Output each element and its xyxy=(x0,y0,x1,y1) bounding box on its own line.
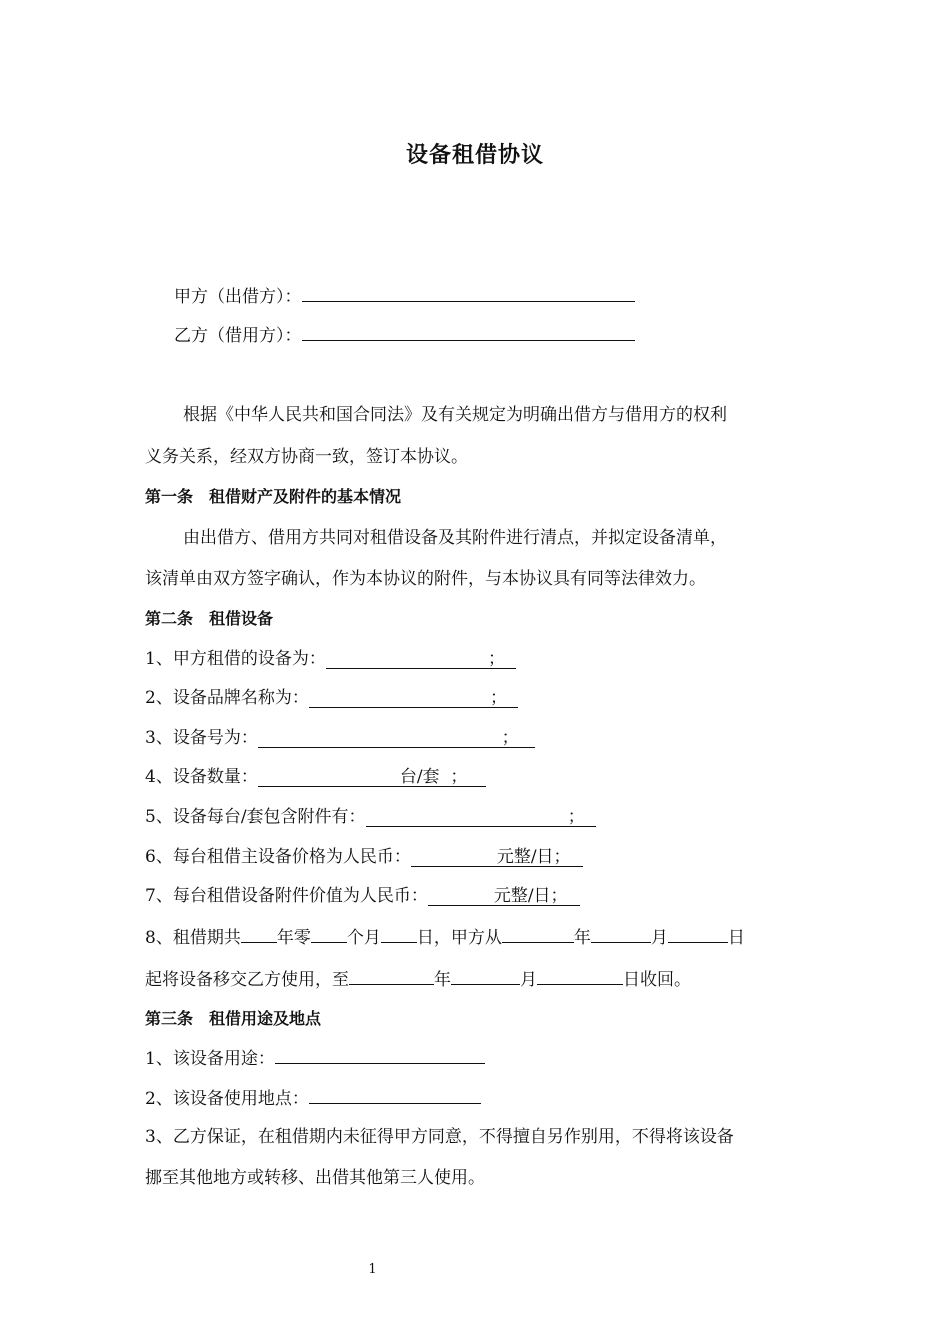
intro-line-1: 根据《中华人民共和国合同法》及有关规定为明确出借方与借用方的权利 xyxy=(183,405,727,425)
return-year-field[interactable] xyxy=(349,967,434,985)
article3-item-3-line-1: 3、乙方保证，在租借期内未征得甲方同意，不得擅自另作别用，不得将该设备 xyxy=(145,1127,734,1147)
device-name-field[interactable]: ； xyxy=(326,650,516,669)
article2-item-1: 1、甲方租借的设备为： ； xyxy=(145,648,516,670)
lease-days-field[interactable] xyxy=(381,925,417,943)
brand-name-field[interactable]: ； xyxy=(309,689,518,708)
article2-item-7: 7、每台租借设备附件价值为人民币： 元整/日； xyxy=(145,885,580,907)
main-device-price-field[interactable]: 元整/日； xyxy=(411,848,583,867)
start-day-field[interactable] xyxy=(668,925,728,943)
device-number-field[interactable]: ； xyxy=(258,729,535,748)
article2-item-3: 3、设备号为： ； xyxy=(145,727,535,749)
start-month-field[interactable] xyxy=(591,925,651,943)
article3-item-1: 1、该设备用途： xyxy=(145,1046,485,1070)
party-b-field[interactable] xyxy=(302,323,635,341)
return-month-field[interactable] xyxy=(451,967,520,985)
article3-item-3-line-2: 挪至其他地方或转移、出借其他第三人使用。 xyxy=(145,1168,485,1188)
lease-years-field[interactable] xyxy=(241,925,277,943)
party-a-label: 甲方（出借方）： xyxy=(174,287,302,307)
usage-field[interactable] xyxy=(275,1046,485,1064)
start-year-field[interactable] xyxy=(502,925,574,943)
article1-line-1: 由出借方、借用方共同对租借设备及其附件进行清点，并拟定设备清单， xyxy=(183,528,727,548)
article3-heading: 第三条 租借用途及地点 xyxy=(145,1009,322,1028)
article2-heading: 第二条 租借设备 xyxy=(145,609,274,628)
article3-item-2: 2、该设备使用地点： xyxy=(145,1086,481,1110)
article2-item-2: 2、设备品牌名称为： ； xyxy=(145,687,518,709)
party-b-label: 乙方（借用方）： xyxy=(174,326,302,346)
accessories-field[interactable]: ； xyxy=(366,808,596,827)
article2-item-6: 6、每台租借主设备价格为人民币： 元整/日； xyxy=(145,846,583,868)
lease-months-field[interactable] xyxy=(311,925,347,943)
accessory-value-field[interactable]: 元整/日； xyxy=(428,887,580,906)
article2-item-4: 4、设备数量： 台/套 ； xyxy=(145,766,486,788)
document-title: 设备租借协议 xyxy=(405,142,544,168)
party-b-row xyxy=(174,323,635,347)
page-number: 1 xyxy=(368,1262,377,1277)
article1-heading: 第一条 租借财产及附件的基本情况 xyxy=(145,487,402,506)
return-day-field[interactable] xyxy=(537,967,623,985)
article1-line-2: 该清单由双方签字确认，作为本协议的附件，与本协议具有同等法律效力。 xyxy=(145,569,706,589)
article2-item-8-line-1: 8、租借期共 年零 个月 日，甲方从 年 月 日 xyxy=(145,925,745,949)
location-field[interactable] xyxy=(309,1086,481,1104)
article2-item-8-line-2: 起将设备移交乙方使用，至 年 月 日收回。 xyxy=(145,967,691,991)
intro-line-2: 义务关系，经双方协商一致，签订本协议。 xyxy=(145,447,468,467)
party-a-field[interactable] xyxy=(302,284,635,302)
party-a-row xyxy=(174,284,635,308)
quantity-field[interactable]: 台/套 ； xyxy=(258,768,486,787)
article2-item-5: 5、设备每台/套包含附件有： ； xyxy=(145,806,596,828)
